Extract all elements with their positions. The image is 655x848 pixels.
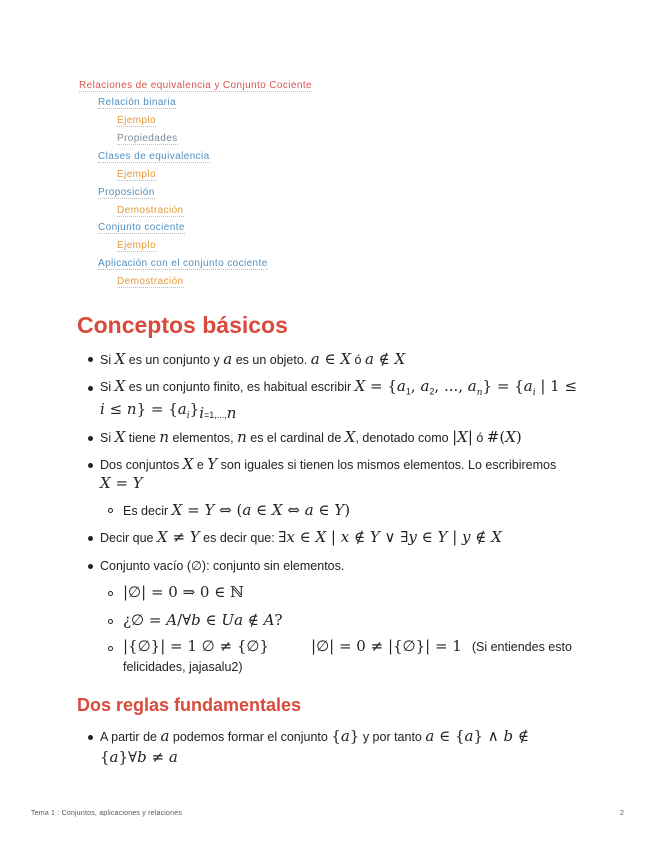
bullet (88, 436, 93, 441)
bullet (88, 735, 93, 740)
list-item: |∅| = 0 ⇒ 0 ∈ ℕ (123, 583, 244, 601)
sub-bullet (108, 646, 113, 651)
toc-link-clases[interactable]: Clases de equivalencia (98, 151, 210, 162)
bullet (88, 564, 93, 569)
sub-bullet (108, 591, 113, 596)
sub-bullet (108, 619, 113, 624)
toc-link-relacion-binaria[interactable]: Relación binaria (98, 97, 177, 108)
footer-title: Tema 1 : Conjuntos, aplicaciones y relaciones (31, 810, 183, 817)
bullet (88, 357, 93, 362)
list-item: Dos conjuntos X e Y son iguales si tienen los mismos elementos. Lo escribiremos (100, 455, 557, 473)
toc-link-aplicacion[interactable]: Aplicación con el conjunto cociente (98, 258, 268, 269)
section-title-conceptos: Conceptos básicos (77, 312, 288, 338)
toc-link-demostracion[interactable]: Demostración (117, 205, 184, 216)
toc-link-conjunto-cociente[interactable]: Conjunto cociente (98, 222, 185, 233)
toc-link-demostracion[interactable]: Demostración (117, 276, 184, 287)
list-item: Si X es un conjunto y a es un objeto. a ∈ X ó a ∉ X (100, 350, 406, 368)
toc-link-propiedades[interactable]: Propiedades (117, 133, 178, 144)
section-title-reglas: Dos reglas fundamentales (77, 695, 302, 715)
toc-link-relaciones[interactable]: Relaciones de equivalencia y Conjunto Cociente (79, 80, 312, 91)
list-item-continuation: felicidades, jajasalu2) (123, 660, 243, 674)
list-item: Si X es un conjunto finito, es habitual escribir $X = \{a_1$, $a_2$, ..., $a_n\} = \{a_i$ | 1 ≤ (100, 377, 578, 398)
page-number: 2 (620, 810, 625, 817)
list-item: Decir que X ≠ Y es decir que: ∃x ∈ X | x ∉ Y ∨ ∃y ∈ Y | y ∉ X (100, 528, 502, 546)
list-item-continuation: {a}∀b ≠ a (100, 748, 178, 766)
toc-link-ejemplo[interactable]: Ejemplo (117, 169, 156, 180)
list-item-continuation: X = Y (100, 474, 143, 492)
bullet (88, 386, 93, 391)
list-item: Si X tiene n elementos, n es el cardinal de X, denotado como |X| ó #(X) (100, 428, 522, 446)
list-item: |{∅}| = 1 ∅ ≠ {∅} |∅| = 0 ≠ |{∅}| = 1 (Si entiendes esto (123, 637, 572, 655)
list-item: ¿∅ = A/∀b ∈ Ua ∉ A? (123, 611, 283, 629)
toc-link-proposicion[interactable]: Proposición (98, 187, 155, 198)
bullet (88, 536, 93, 541)
list-item: Conjunto vacío (∅): conjunto sin elementos. (100, 559, 345, 573)
sub-bullet (108, 508, 113, 513)
toc-link-ejemplo[interactable]: Ejemplo (117, 240, 156, 251)
list-item: A partir de a podemos formar el conjunto {a} y por tanto a ∈ {a} ∧ b ∉ (100, 727, 529, 745)
bullet (88, 463, 93, 468)
toc-link-ejemplo[interactable]: Ejemplo (117, 115, 156, 126)
list-item: Es decir X = Y ⇔ (a ∈ X ⇔ a ∈ Y) (123, 501, 351, 519)
list-item-continuation: $i \le n\} = \{a_i\}_{i=1,...,n}$ (100, 400, 237, 422)
